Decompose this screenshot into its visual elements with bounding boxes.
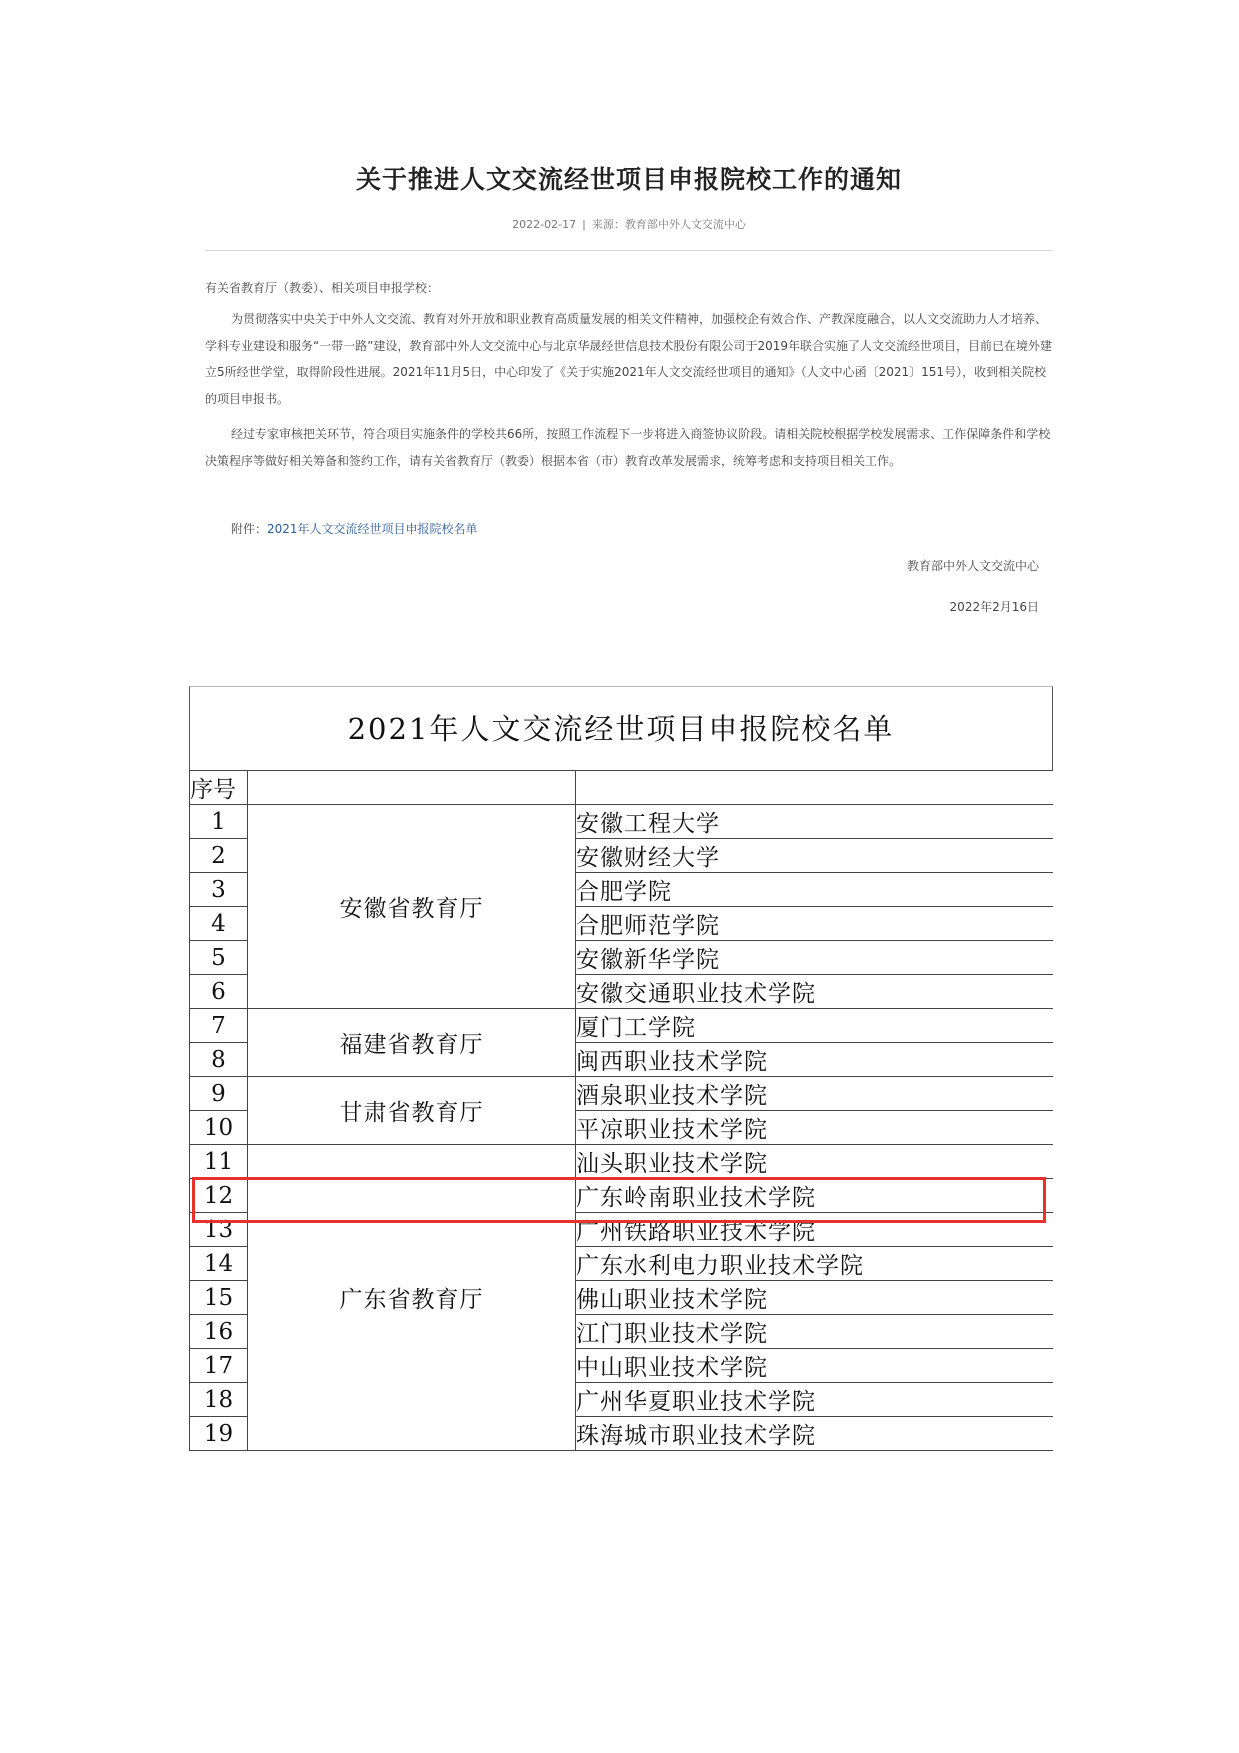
row-index: 13 bbox=[190, 1213, 248, 1247]
row-index: 4 bbox=[190, 907, 248, 941]
school-name: 平凉职业技术学院 bbox=[576, 1111, 1054, 1145]
province-cell: 福建省教育厅 bbox=[248, 1009, 576, 1077]
row-index: 9 bbox=[190, 1077, 248, 1111]
attachment-label: 附件： bbox=[231, 522, 268, 536]
meta-separator: | bbox=[582, 218, 586, 231]
signature: 教育部中外人文交流中心 bbox=[906, 559, 1039, 573]
school-name: 安徽工程大学 bbox=[576, 805, 1054, 839]
paragraph-1: 为贯彻落实中央关于中外人文交流、教育对外开放和职业教育高质量发展的相关文件精神，加强校企有效合作、产教深度融合，以人文交流助力人才培养、学科专业建设和服务“一带一路”建设，教育部中外人文交流中心与北京华晟经世信息技术股份有限公司于2019年联合实施了人文交流经世项目，目前已在境外建立5所经世学堂，取得阶段性进展。2021年11月5日，中心印发了《关于实施2021年人文交流经世项目的通知》（人文中心函〔2021〕151号），收到相关院校的项目申报书。 bbox=[205, 312, 1052, 406]
province-cell: 广东省教育厅 bbox=[248, 1145, 576, 1451]
school-name: 安徽新华学院 bbox=[576, 941, 1054, 975]
table-header-row bbox=[190, 771, 1054, 805]
paragraph-2: 经过专家审核把关环节，符合项目实施条件的学校共66所，按照工作流程下一步将进入商签协议阶段。请相关院校根据学校发展需求、工作保障条件和学校决策程序等做好相关筹备和签约工作，请有关省教育厅（教委）根据本省（市）教育改革发展需求，统筹考虑和支持项目相关工作。 bbox=[205, 427, 1051, 468]
header-index: 序号 bbox=[190, 771, 248, 805]
table-row bbox=[190, 1077, 1054, 1111]
row-index: 18 bbox=[190, 1383, 248, 1417]
sheet-title: 2021年人文交流经世项目申报院校名单 bbox=[189, 686, 1053, 771]
row-index: 1 bbox=[190, 805, 248, 839]
table-row bbox=[190, 1009, 1054, 1043]
notice-title: 关于推进人文交流经世项目申报院校工作的通知 bbox=[355, 165, 902, 194]
row-index: 19 bbox=[190, 1417, 248, 1451]
school-name: 闽西职业技术学院 bbox=[576, 1043, 1054, 1077]
publish-date: 2022-02-17 bbox=[512, 218, 577, 231]
province-cell: 安徽省教育厅 bbox=[248, 805, 576, 1009]
school-name: 广东岭南职业技术学院 bbox=[576, 1179, 1054, 1213]
table-row bbox=[190, 805, 1054, 839]
source: 来源：教育部中外人文交流中心 bbox=[591, 218, 746, 231]
row-index: 10 bbox=[190, 1111, 248, 1145]
school-list-sheet bbox=[189, 686, 1053, 1468]
school-name: 合肥师范学院 bbox=[576, 907, 1054, 941]
header-province bbox=[248, 771, 576, 805]
row-index: 11 bbox=[190, 1145, 248, 1179]
school-name: 广东水利电力职业技术学院 bbox=[576, 1247, 1054, 1281]
notice bbox=[205, 160, 1053, 615]
school-name: 合肥学院 bbox=[576, 873, 1054, 907]
notice-meta bbox=[205, 216, 1053, 232]
attachment-link[interactable]: 2021年人文交流经世项目申报院校名单 bbox=[267, 522, 478, 536]
school-name: 广州华夏职业技术学院 bbox=[576, 1383, 1054, 1417]
divider bbox=[205, 250, 1053, 251]
province-cell: 甘肃省教育厅 bbox=[248, 1077, 576, 1145]
salutation: 有关省教育厅（教委）、相关项目申报学校： bbox=[205, 281, 440, 295]
school-name: 广州铁路职业技术学院 bbox=[576, 1213, 1054, 1247]
school-name: 珠海城市职业技术学院 bbox=[576, 1417, 1054, 1451]
row-index: 16 bbox=[190, 1315, 248, 1349]
school-name: 安徽财经大学 bbox=[576, 839, 1054, 873]
row-index: 12 bbox=[190, 1179, 248, 1213]
row-index: 2 bbox=[190, 839, 248, 873]
school-list-table bbox=[189, 770, 1053, 1451]
attachment bbox=[231, 520, 1053, 537]
row-index: 8 bbox=[190, 1043, 248, 1077]
school-name: 酒泉职业技术学院 bbox=[576, 1077, 1054, 1111]
row-index: 7 bbox=[190, 1009, 248, 1043]
school-name: 江门职业技术学院 bbox=[576, 1315, 1054, 1349]
sign-date: 2022年2月16日 bbox=[949, 600, 1039, 614]
row-index: 6 bbox=[190, 975, 248, 1009]
table-row bbox=[190, 1145, 1054, 1179]
header-school bbox=[576, 771, 1054, 805]
row-index: 5 bbox=[190, 941, 248, 975]
school-name: 安徽交通职业技术学院 bbox=[576, 975, 1054, 1009]
school-name: 中山职业技术学院 bbox=[576, 1349, 1054, 1383]
school-name: 厦门工学院 bbox=[576, 1009, 1054, 1043]
row-index: 3 bbox=[190, 873, 248, 907]
row-index: 17 bbox=[190, 1349, 248, 1383]
school-name: 佛山职业技术学院 bbox=[576, 1281, 1054, 1315]
row-index: 14 bbox=[190, 1247, 248, 1281]
row-index: 15 bbox=[190, 1281, 248, 1315]
school-name: 汕头职业技术学院 bbox=[576, 1145, 1054, 1179]
